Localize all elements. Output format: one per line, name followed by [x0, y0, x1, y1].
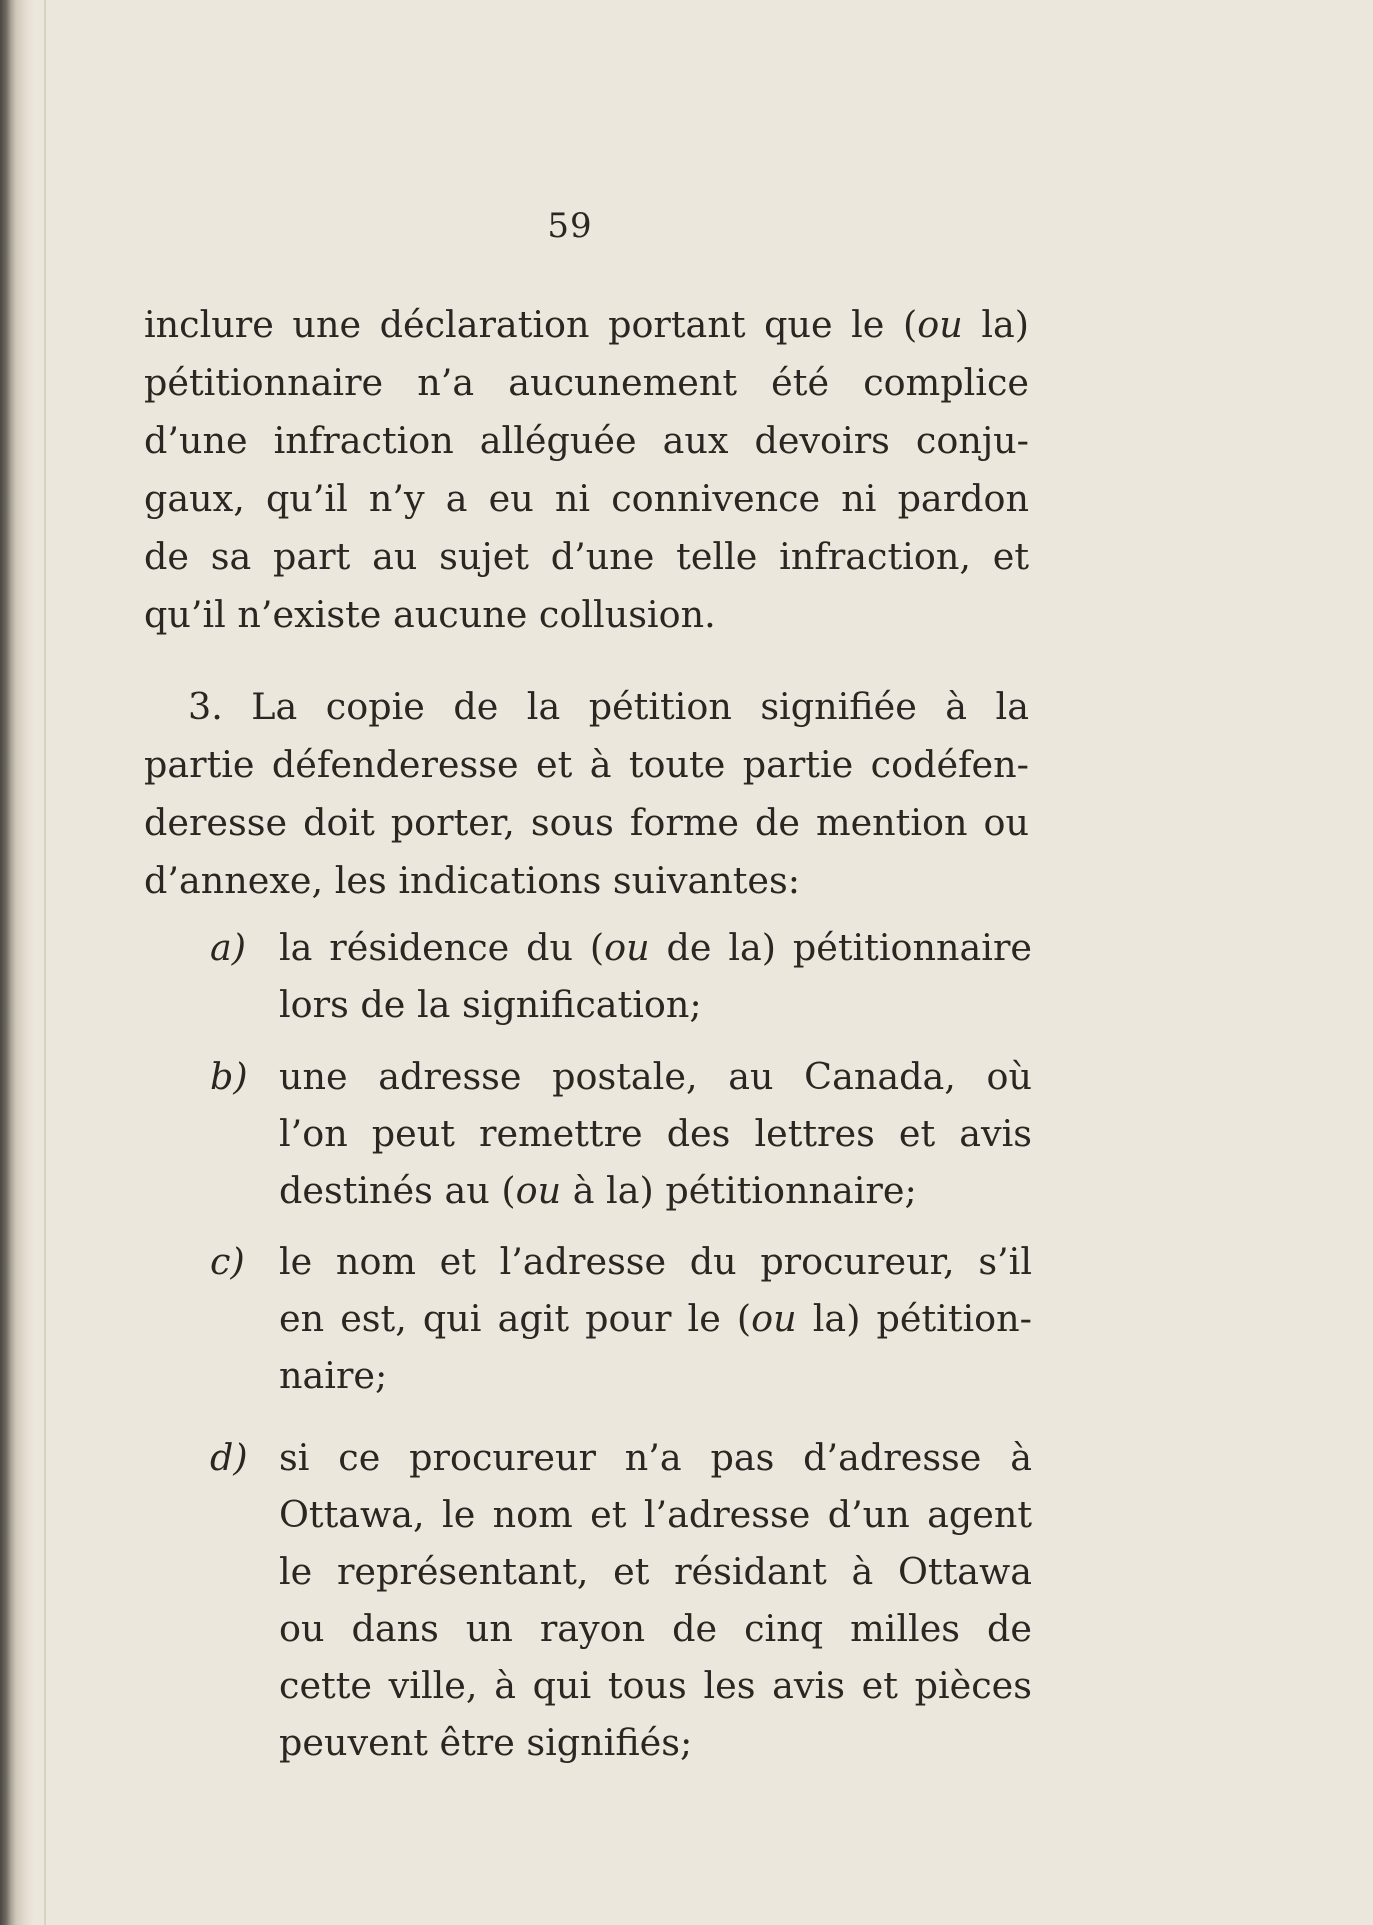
text-line: d’une infraction alléguée aux devoirs conju- [144, 419, 1029, 462]
text-line: une adresse postale, au Canada, où [279, 1055, 1032, 1098]
text-line: deresse doit porter, sous forme de mention ou [144, 801, 1029, 844]
text-line: pétitionnaire n’a aucunement été complice [144, 361, 1029, 404]
list-item-body [279, 919, 1032, 1033]
text-line: lors de la signification; [279, 983, 702, 1026]
text-line: la résidence du (ou de la) pétitionnaire [279, 926, 1032, 969]
text-line: ou dans un rayon de cinq milles de [279, 1607, 1032, 1650]
list-item-body [279, 1048, 1032, 1219]
page-number: 59 [547, 206, 593, 246]
text-line: en est, qui agit pour le (ou la) pétition- [279, 1297, 1032, 1340]
list-item-body [279, 1233, 1032, 1404]
text-line: si ce procureur n’a pas d’adresse à [279, 1436, 1032, 1479]
text-line: peuvent être signifiés; [279, 1721, 693, 1764]
text-line: qu’il n’existe aucune collusion. [144, 593, 716, 636]
list-marker: a) [210, 926, 247, 969]
text-line: le représentant, et résidant à Ottawa [279, 1550, 1032, 1593]
book-binding-shadow [0, 0, 34, 1925]
list-item-body [279, 1429, 1032, 1771]
text-line: cette ville, à qui tous les avis et pièces [279, 1664, 1032, 1707]
text-line: naire; [279, 1354, 388, 1397]
binding-crease [44, 0, 46, 1925]
text-line: Ottawa, le nom et l’adresse d’un agent [279, 1493, 1032, 1536]
text-line: destinés au (ou à la) pétitionnaire; [279, 1169, 917, 1212]
text-line: inclure une déclaration portant que le (ou la) [144, 303, 1029, 346]
list-marker: d) [210, 1436, 248, 1479]
text-line: de sa part au sujet d’une telle infraction, et [144, 535, 1029, 578]
paragraph-section-3 [144, 678, 1029, 910]
text-line: l’on peut remettre des lettres et avis [279, 1112, 1032, 1155]
list-marker: c) [210, 1240, 245, 1283]
text-line: partie défenderesse et à toute partie codéfen- [144, 743, 1029, 786]
paragraph-declaration [144, 296, 1029, 644]
text-line: le nom et l’adresse du procureur, s’il [279, 1240, 1032, 1283]
text-line: 3. La copie de la pétition signifiée à la [188, 685, 1029, 728]
text-line: d’annexe, les indications suivantes: [144, 859, 801, 902]
text-line: gaux, qu’il n’y a eu ni connivence ni pardon [144, 477, 1029, 520]
list-marker: b) [210, 1055, 248, 1098]
